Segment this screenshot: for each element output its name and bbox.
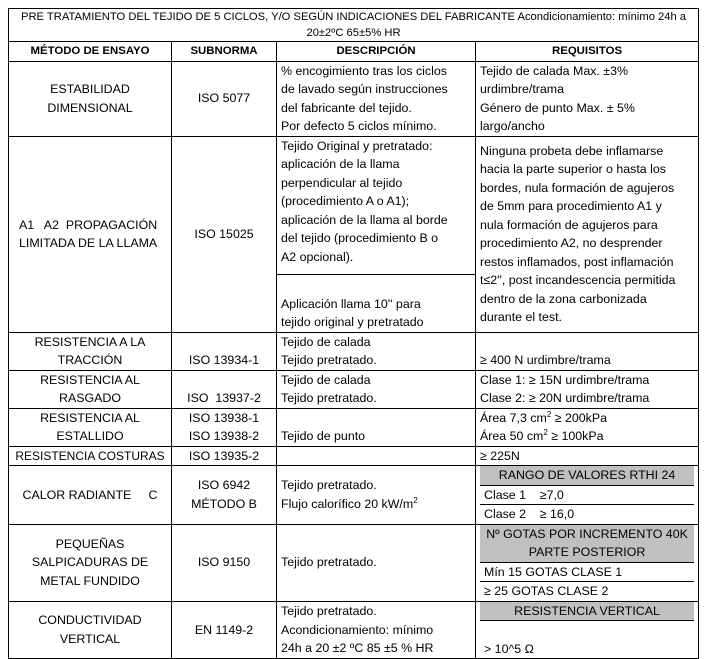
table-row xyxy=(9,446,699,466)
description-text: perpendicular al tejido xyxy=(281,175,403,190)
method-text: CONDUCTIVIDAD xyxy=(38,613,142,628)
table-title: PRE TRATAMIENTO DEL TEJIDO DE 5 CICLOS, Y/O SEGÚN INDICACIONES DEL FABRICANTE Acondicionamiento: mínimo 24h a 20±2ºC 65±5% HR xyxy=(9,9,699,42)
requirements-subheader: RESISTENCIA VERTICAL xyxy=(480,602,694,622)
method-cell xyxy=(9,61,172,136)
method-text: SALPICADURAS DE xyxy=(31,555,149,570)
method-text: ESTABILIDAD xyxy=(50,82,130,96)
requirement-text: urdimbre/trama xyxy=(480,82,565,96)
description-text: % encogimiento tras los ciclos xyxy=(281,63,447,78)
subnorm-cell xyxy=(172,408,277,446)
requirements-cell: ≥ 400 N urdimbre/trama xyxy=(476,332,699,370)
subnorm-cell: ISO 15025 xyxy=(172,136,277,332)
description-text: aplicación de la llama xyxy=(281,157,400,171)
requirement-text: durante el test. xyxy=(480,310,562,324)
table-row xyxy=(9,370,699,408)
requirement-text: largo/ancho xyxy=(480,119,545,133)
method-text: VERTICAL xyxy=(59,631,121,646)
method-text: RESISTENCIA AL xyxy=(40,372,140,387)
requirements-cell xyxy=(476,408,699,446)
requirement-text: Mín 15 GOTAS CLASE 1 xyxy=(480,563,694,583)
requirement-text: Clase 1 ≥7,0 xyxy=(480,486,694,506)
description-cell: Tejido pretratado. xyxy=(277,524,476,601)
requirements-cell xyxy=(476,370,699,408)
requirements-cell xyxy=(476,524,699,601)
table-row xyxy=(9,601,699,659)
requirement-text: t≤2'', post incandescencia permitida xyxy=(480,273,676,287)
requirements-cell: ≥ 225N xyxy=(476,446,699,466)
description-cell xyxy=(277,61,476,136)
requirement-text xyxy=(480,621,694,658)
requirements-cell xyxy=(476,601,699,659)
description-cell xyxy=(277,274,476,332)
requirement-text: procedimiento A2, no desprender xyxy=(480,236,663,250)
subnorm-cell: ISO 13935-2 xyxy=(172,446,277,466)
requirements-subheader: RANGO DE VALORES RTHI 24 xyxy=(480,466,694,486)
requirement-text: Ninguna probeta debe inflamarse xyxy=(480,143,664,158)
subnorm-text: ISO 6942 xyxy=(197,478,251,493)
description-text: del fabricante del tejido. xyxy=(281,100,412,115)
description-text: A2 opcional). xyxy=(281,249,354,264)
requirement-text: Clase 1: ≥ 15N urdimbre/trama xyxy=(480,372,650,387)
table-row xyxy=(9,61,699,136)
method-text: PEQUEÑAS xyxy=(55,536,125,551)
method-text: LIMITADA DE LA LLAMA xyxy=(19,236,158,250)
description-text: de lavado según instrucciones xyxy=(281,82,448,96)
method-cell xyxy=(9,524,172,601)
method-text: RESISTENCIA A LA xyxy=(34,334,146,349)
requirement-value: > 10^5 Ω xyxy=(484,641,534,656)
method-cell xyxy=(9,332,172,370)
description-text: Aplicación llama 10'' para xyxy=(281,296,421,311)
description-cell xyxy=(277,136,476,274)
method-text: RESISTENCIA AL xyxy=(40,410,140,425)
requirement-text: Tejido de calada Max. ±3% xyxy=(480,63,628,78)
method-cell: RESISTENCIA COSTURAS xyxy=(9,446,172,466)
subnorm-cell: ISO 13937-2 xyxy=(172,370,277,408)
header-description: DESCRIPCIÓN xyxy=(277,42,476,62)
table-row xyxy=(9,408,699,446)
method-text: ESTALLIDO xyxy=(56,429,124,443)
requirements-cell xyxy=(476,61,699,136)
requirement-text: Clase 2: ≥ 20N urdimbre/trama xyxy=(480,391,650,405)
method-cell xyxy=(9,408,172,446)
header-subnorm: SUBNORMA xyxy=(172,42,277,62)
description-text: tejido original y pretratado xyxy=(281,315,424,329)
requirement-text: bordes, nula formación de agujeros xyxy=(480,180,675,195)
table-row xyxy=(9,466,699,525)
description-cell xyxy=(277,332,476,370)
requirement-text: Área 7,3 $cm^2 \ge 200kPa$ xyxy=(480,409,607,425)
requirement-text: dentro de la zona carbonizada xyxy=(480,291,647,306)
description-text: Tejido pretratado. xyxy=(281,478,377,493)
description-text: Tejido de calada xyxy=(281,334,371,349)
subnorm-cell: ISO 9150 xyxy=(172,524,277,601)
subnorm-text: MÉTODO B xyxy=(191,496,257,511)
method-cell xyxy=(9,370,172,408)
method-text: RASGADO xyxy=(59,391,121,405)
requirement-text: Clase 2 ≥ 16,0 xyxy=(484,507,575,521)
description-text: Acondicionamiento: mínimo xyxy=(281,622,434,637)
requirement-text: hacia la parte superior o hasta los xyxy=(480,162,666,176)
requirement-text: restos inflamados, post inflamación xyxy=(480,254,674,269)
requirements-subheader xyxy=(480,525,694,563)
subnorm-cell: ISO 13934-1 xyxy=(172,332,277,370)
requirements-table xyxy=(8,8,699,659)
subheader-text: PARTE POSTERIOR xyxy=(528,545,646,559)
description-cell xyxy=(277,370,476,408)
table-row xyxy=(9,332,699,370)
subnorm-text: ISO 13938-2 xyxy=(188,429,260,443)
method-text: METAL FUNDIDO xyxy=(40,573,140,588)
description-cell xyxy=(277,601,476,659)
method-text: A1 A2 PROPAGACIÓN xyxy=(19,217,158,232)
description-text: Tejido pretratado. xyxy=(281,353,377,367)
description-text: Tejido de calada xyxy=(281,372,371,387)
header-row xyxy=(9,42,699,62)
description-text: Flujo calorífico 20 $kW/m^2$ xyxy=(281,495,418,511)
description-cell: Tejido de punto xyxy=(277,408,476,446)
method-cell: CALOR RADIANTE C xyxy=(9,466,172,525)
header-requirements: REQUISITOS xyxy=(476,42,699,62)
method-text: TRACCIÓN xyxy=(57,353,123,367)
table-row xyxy=(9,136,699,274)
subnorm-cell xyxy=(172,466,277,525)
description-cell xyxy=(277,446,476,466)
description-cell xyxy=(277,466,476,525)
description-text: Tejido pretratado. xyxy=(281,391,377,405)
subnorm-cell: ISO 5077 xyxy=(172,61,277,136)
subnorm-text: ISO 13938-1 xyxy=(188,410,260,425)
description-text: Tejido Original y pretratado: xyxy=(281,138,433,153)
description-text: del tejido (procedimiento B o xyxy=(281,231,439,245)
requirement-text: Género de punto Max. ± 5% xyxy=(480,100,635,115)
subnorm-cell: EN 1149-2 xyxy=(172,601,277,659)
method-text: DIMENSIONAL xyxy=(47,100,133,115)
requirement-text: de 5mm para procedimiento A1 y xyxy=(480,199,662,213)
requirement-text: ≥ 25 GOTAS CLASE 2 xyxy=(484,584,609,598)
requirements-cell xyxy=(476,136,699,332)
requirement-text: Área 50 $cm^2 \ge 100kPa$ xyxy=(480,427,604,443)
requirements-cell xyxy=(476,466,699,525)
method-cell xyxy=(9,601,172,659)
table-row xyxy=(9,524,699,601)
description-text: aplicación de la llama al borde xyxy=(281,212,448,227)
description-text: Por defecto 5 ciclos mínimo. xyxy=(281,119,437,133)
description-text: Tejido pretratado. xyxy=(281,604,377,618)
requirement-text: nula formación de agujeros para xyxy=(480,217,658,232)
title-row xyxy=(9,9,699,42)
header-method: MÉTODO DE ENSAYO xyxy=(9,42,172,62)
description-text: 24h a 20 ±2 ºC 85 ±5 % HR xyxy=(281,641,434,655)
description-text: (procedimiento A o A1); xyxy=(281,194,410,208)
method-cell xyxy=(9,136,172,332)
subheader-text: Nº GOTAS POR INCREMENTO 40K xyxy=(486,526,688,541)
